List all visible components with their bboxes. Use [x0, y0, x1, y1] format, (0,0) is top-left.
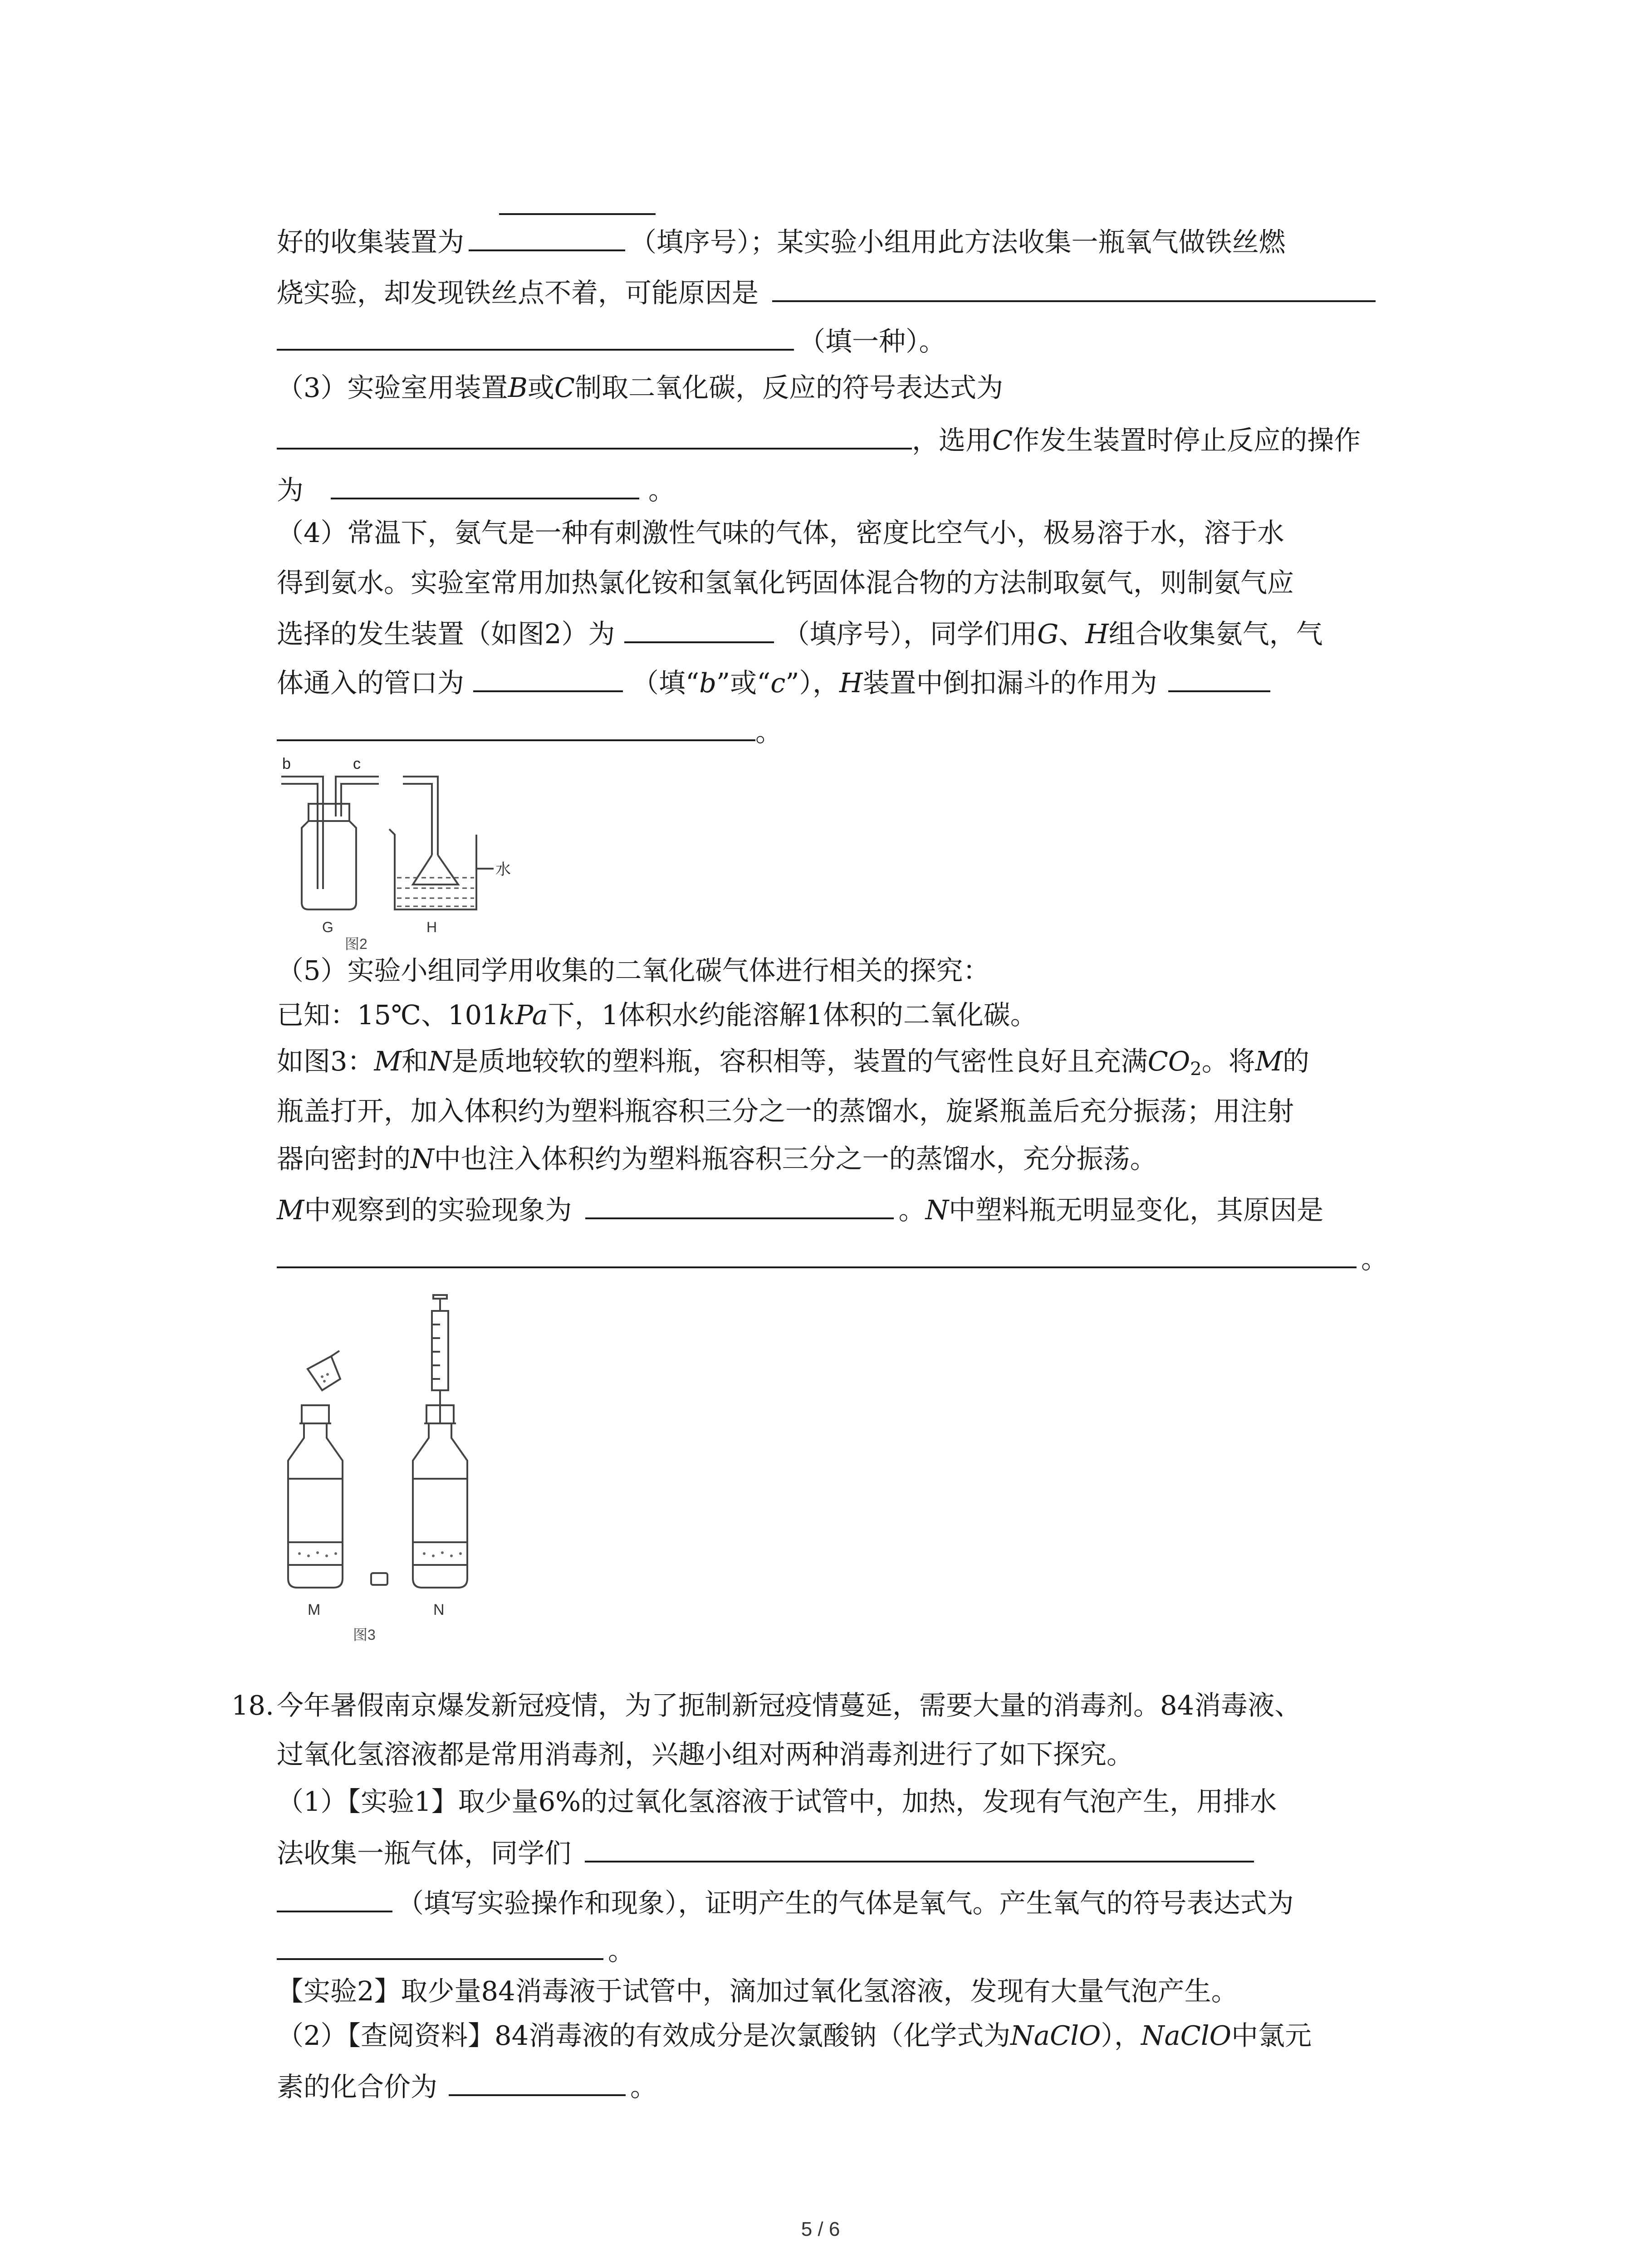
answer-blank[interactable] — [277, 1882, 392, 1912]
answer-blank[interactable] — [585, 1189, 894, 1219]
answer-blank[interactable] — [277, 1238, 1357, 1268]
text-line: 瓶盖打开，加入体积约为塑料瓶容积三分之一的蒸馏水，旋紧瓶盖后充分振荡；用注射 — [277, 1095, 1294, 1127]
text-line: （填写实验操作和现象），证明产生的气体是氧气。产生氧气的符号表达式为 — [277, 1882, 1294, 1921]
text-line: 好的收集装置为 （填序号）；某实验小组用此方法收集一瓶氧气做铁丝燃 — [277, 221, 1286, 260]
answer-blank[interactable] — [469, 221, 625, 251]
figure-3-plastic-bottles — [272, 1288, 485, 1642]
answer-blank[interactable] — [624, 613, 774, 643]
text-line: 如图3：M和N是质地较软的塑料瓶，容积相等，装置的气密性良好且充满$CO_2$。将M的 — [277, 1046, 1310, 1080]
text-line: ，选用C作发生装置时停止反应的操作 — [277, 420, 1361, 459]
answer-blank[interactable] — [585, 1833, 1254, 1862]
answer-blank[interactable] — [277, 711, 755, 741]
text-line: 过氧化氢溶液都是常用消毒剂，兴趣小组对两种消毒剂进行了如下探究。 — [277, 1739, 1134, 1770]
figure-3-caption: 图3 — [353, 1627, 376, 1643]
text-line: （2）【查阅资料】84消毒液的有效成分是次氯酸钠（化学式为NaClO），NaClO中氯元 — [277, 2020, 1312, 2051]
text-line: 体通入的管口为 （填“b”或“c”），H装置中倒扣漏斗的作用为 — [277, 662, 1270, 701]
answer-blank[interactable] — [1168, 662, 1270, 692]
text-line: 素的化合价为 。 — [277, 2066, 657, 2105]
text-line: （填一种）。 — [277, 321, 946, 360]
answer-blank[interactable] — [277, 420, 912, 450]
text-line: M中观察到的实验现象为 。N中塑料瓶无明显变化，其原因是 — [277, 1189, 1323, 1228]
answer-blank[interactable] — [449, 2066, 626, 2096]
answer-blank[interactable] — [277, 1930, 603, 1960]
text-line: 法收集一瓶气体，同学们 — [277, 1833, 1254, 1872]
text-line: （4）常温下，氨气是一种有刺激性气味的气体，密度比空气小，极易溶于水，溶于水 — [277, 517, 1284, 548]
text-line: 。 — [277, 1238, 1388, 1277]
text-line: （1）【实验1】取少量6%的过氧化氢溶液于试管中，加热，发现有气泡产生，用排水 — [277, 1786, 1277, 1817]
label-M: M — [308, 1601, 321, 1618]
answer-blank[interactable] — [277, 321, 794, 351]
text-line: 选择的发生装置（如图2）为 （填序号），同学们用G、H组合收集氨气，气 — [277, 613, 1323, 652]
text-line: （3）实验室用装置B或C制取二氧化碳，反应的符号表达式为 — [277, 372, 1004, 403]
answer-blank[interactable] — [772, 272, 1376, 302]
text-line: 【实验2】取少量84消毒液于试管中，滴加过氧化氢溶液，发现有大量气泡产生。 — [277, 1975, 1238, 2007]
text-line: （5）实验小组同学用收集的二氧化碳气体进行相关的探究： — [277, 955, 990, 986]
text-line: 已知：15℃、101kPa下，1体积水约能溶解1体积的二氧化碳。 — [277, 999, 1037, 1031]
answer-blank[interactable] — [473, 662, 623, 692]
figure-2-caption: 图2 — [345, 936, 367, 952]
figure-2-gas-bottles — [272, 753, 511, 953]
text-line: 得到氨水。实验室常用加热氯化铵和氢氧化钙固体混合物的方法制取氨气，则制氨气应 — [277, 567, 1294, 598]
question-18-line-1: 18. 今年暑假南京爆发新冠疫情，为了扼制新冠疫情蔓延，需要大量的消毒剂。84消毒液、 — [231, 1690, 1302, 1721]
label-b: b — [282, 755, 291, 772]
label-H: H — [426, 919, 437, 935]
text-line: 。 — [277, 1930, 635, 1969]
answer-blank[interactable] — [331, 469, 639, 499]
text-line: 器向密封的N中也注入体积约为塑料瓶容积三分之一的蒸馏水，充分振荡。 — [277, 1143, 1157, 1174]
page-number: 5 / 6 — [801, 2218, 840, 2240]
answer-blank[interactable] — [499, 213, 656, 215]
text-line: 烧实验，却发现铁丝点不着，可能原因是 — [277, 272, 1376, 311]
label-c: c — [353, 755, 361, 772]
label-N: N — [433, 1601, 445, 1618]
text-line: 。 — [277, 711, 782, 750]
text-line: 为 。 — [277, 469, 675, 508]
label-water: 水 — [495, 861, 511, 878]
label-G: G — [322, 919, 333, 935]
